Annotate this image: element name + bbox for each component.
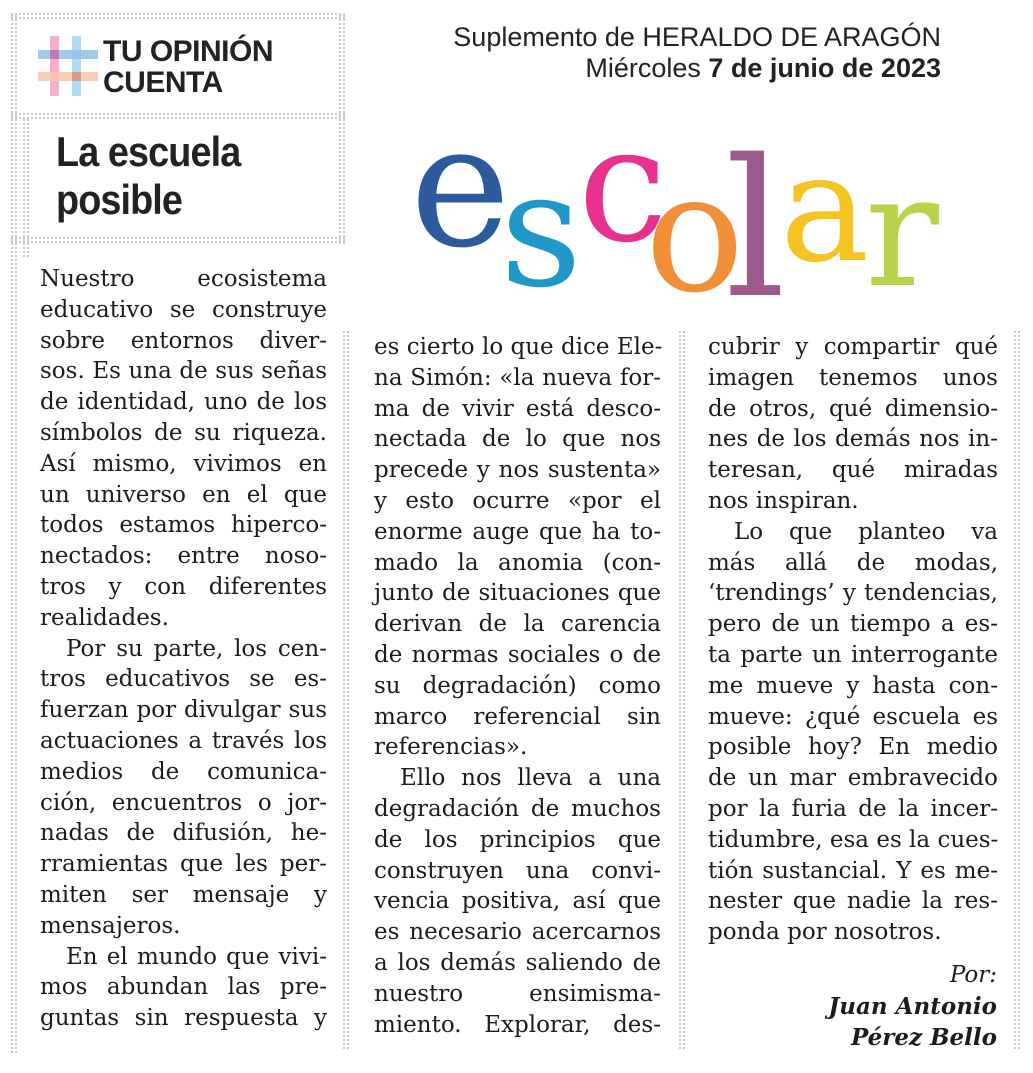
text-line: nes de los demás nos in- bbox=[708, 426, 998, 453]
text-line: a los demás saliendo de bbox=[374, 949, 661, 976]
text-line: na Simón: «la nueva for- bbox=[374, 364, 661, 391]
text-line: un universo en el que bbox=[40, 481, 327, 508]
text-line: referencias». bbox=[374, 734, 528, 761]
text-line: mensajeros. bbox=[40, 912, 181, 939]
text-line: nadas de difusión, he- bbox=[40, 820, 327, 847]
border-header-right bbox=[338, 14, 346, 244]
section-title-line1: TU OPINIÓN bbox=[103, 35, 274, 68]
text-line: tión sustancial. Y es me- bbox=[708, 857, 998, 884]
author-name-line1: Juan Antonio bbox=[828, 993, 997, 1020]
text-line: nos inspiran. bbox=[708, 487, 859, 514]
text-line: y esto ocurre «por el bbox=[374, 487, 661, 514]
text-line: nectados: entre noso- bbox=[40, 543, 327, 570]
text-line: me mueve y hasta con- bbox=[708, 672, 998, 699]
text-line: Por su parte, los cen- bbox=[66, 635, 327, 662]
text-line: símbolos de su riqueza. bbox=[40, 419, 327, 446]
border-top bbox=[10, 12, 346, 20]
text-line: Lo que planteo va bbox=[734, 518, 998, 545]
brand-letter-c: c bbox=[578, 110, 668, 278]
text-line: tros educativos se es- bbox=[40, 666, 327, 693]
text-line: nuestro ensimisma- bbox=[374, 980, 661, 1007]
text-line: enorme auge que ha to- bbox=[374, 518, 661, 545]
text-line: posible hoy? En medio bbox=[708, 734, 998, 761]
author-name-line2: Pérez Bello bbox=[850, 1024, 997, 1051]
border-right bbox=[1013, 330, 1021, 1050]
brand-letter-o: o bbox=[645, 137, 745, 310]
section-title-line2: CUENTA bbox=[103, 66, 223, 99]
escolar-logo bbox=[410, 110, 970, 310]
text-line: es necesario acercarnos bbox=[374, 919, 661, 946]
text-line: más allá de modas, bbox=[708, 549, 998, 576]
paragraph bbox=[708, 332, 998, 517]
text-line: educativo se construye bbox=[40, 296, 327, 323]
text-line: pero de un tiempo a es- bbox=[708, 611, 998, 638]
text-line: nectada de lo que nos bbox=[374, 426, 661, 453]
brand-letter-e: e bbox=[410, 110, 511, 286]
text-line: ma de vivir está desco- bbox=[374, 395, 661, 422]
text-line: ponda por nosotros. bbox=[708, 919, 942, 946]
issue-date-line bbox=[453, 53, 941, 84]
text-line: Ello nos lleva a una bbox=[400, 765, 661, 792]
headline bbox=[56, 128, 240, 224]
headline-line2: posible bbox=[56, 176, 183, 223]
text-line: guntas sin respuesta y bbox=[40, 1005, 327, 1032]
brand-letter-l: l bbox=[725, 119, 786, 310]
border-header-mid bbox=[10, 112, 346, 120]
headline-line1: La escuela bbox=[56, 128, 241, 175]
text-line: de otros, qué dimensio- bbox=[708, 395, 998, 422]
brand-letter-s: s bbox=[500, 136, 583, 310]
issue-date: 7 de junio de 2023 bbox=[708, 53, 941, 83]
masthead bbox=[453, 22, 941, 84]
border-header-bottom bbox=[10, 236, 346, 244]
byline bbox=[828, 960, 997, 1053]
text-line: por la furia de la incer- bbox=[708, 795, 998, 822]
text-line: es cierto lo que dice Ele- bbox=[374, 334, 663, 360]
border-left bbox=[10, 14, 18, 1054]
text-line: junto de situaciones que bbox=[374, 580, 661, 607]
paragraph bbox=[708, 517, 998, 948]
text-line: actuaciones a través los bbox=[40, 727, 327, 754]
column-divider-2 bbox=[678, 330, 686, 1050]
article-column-3 bbox=[708, 332, 998, 948]
text-line: mueve: ¿qué escuela es bbox=[708, 703, 998, 730]
text-line: nester que nadie la res- bbox=[708, 888, 998, 915]
text-line: imagen tenemos unos bbox=[708, 364, 998, 391]
text-line: Nuestro ecosistema bbox=[40, 266, 327, 292]
article-column-1 bbox=[40, 264, 327, 1034]
brand-letter-r: r bbox=[865, 141, 940, 310]
weekday: Miércoles bbox=[585, 53, 701, 83]
text-line: mos abundan las pre- bbox=[40, 974, 327, 1001]
text-line: sobre entornos diver- bbox=[40, 327, 327, 354]
text-line: de normas sociales o de bbox=[374, 641, 661, 668]
text-line: medios de comunica- bbox=[40, 758, 327, 785]
paragraph bbox=[40, 942, 327, 1034]
paragraph bbox=[374, 332, 661, 763]
text-line: miento. Explorar, des- bbox=[374, 1011, 661, 1038]
text-line: vencia positiva, así que bbox=[374, 888, 661, 915]
paragraph bbox=[40, 264, 327, 634]
text-line: todos estamos hiperco- bbox=[40, 512, 327, 539]
text-line: cubrir y compartir qué bbox=[708, 334, 998, 360]
text-line: marco referencial sin bbox=[374, 703, 661, 730]
text-line: mado la anomia (con- bbox=[374, 549, 661, 576]
text-line: tros y con diferentes bbox=[40, 573, 327, 600]
text-line: fuerzan por divulgar sus bbox=[40, 697, 327, 724]
text-line: tidumbre, esa es la cues- bbox=[708, 826, 999, 853]
paragraph bbox=[40, 634, 327, 942]
text-line: realidades. bbox=[40, 604, 169, 631]
text-line: teresan, qué miradas bbox=[708, 457, 998, 484]
text-line: derivan de la carencia bbox=[374, 611, 661, 638]
supplement-label: Suplemento de HERALDO DE ARAGÓN bbox=[453, 22, 941, 52]
hashtag-logo-icon bbox=[38, 36, 98, 96]
text-line: ta parte un interrogante bbox=[708, 641, 998, 668]
text-line: En el mundo que vivi- bbox=[66, 943, 327, 970]
text-line: ‘trendings’ y tendencias, bbox=[708, 580, 998, 607]
text-line: rramientas que les per- bbox=[40, 851, 327, 878]
section-title bbox=[103, 36, 273, 98]
text-line: de los principios que bbox=[374, 826, 661, 853]
text-line: sos. Es una de sus señas bbox=[40, 358, 327, 385]
column-divider-1 bbox=[342, 330, 350, 1050]
byline-prefix: Por: bbox=[949, 962, 997, 988]
text-line: miten ser mensaje y bbox=[40, 881, 327, 908]
text-line: precede y nos sustenta» bbox=[374, 457, 661, 484]
text-line: degradación de muchos bbox=[374, 795, 661, 822]
text-line: ción, encuentros o jor- bbox=[40, 789, 327, 816]
text-line: su degradación) como bbox=[374, 672, 661, 699]
text-line: construyen una convi- bbox=[374, 857, 661, 884]
article-column-2 bbox=[374, 332, 661, 1040]
brand-letter-a: a bbox=[780, 122, 870, 296]
text-line: Así mismo, vivimos en bbox=[40, 450, 327, 477]
text-line: de identidad, uno de los bbox=[40, 389, 327, 416]
text-line: de un mar embravecido bbox=[708, 765, 998, 792]
paragraph bbox=[374, 763, 661, 1040]
